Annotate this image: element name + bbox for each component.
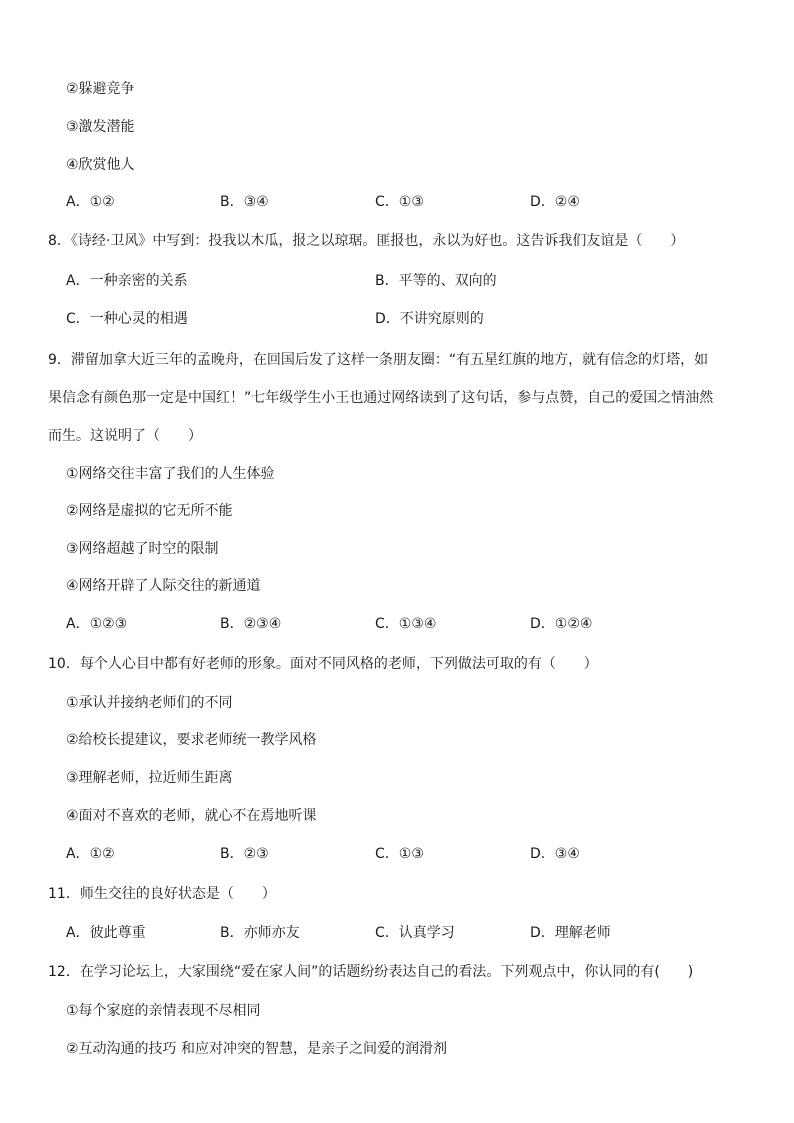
q7-item-2: ②躲避竞争 (66, 81, 135, 97)
q9-item-3: ③网络超越了时空的限制 (66, 541, 219, 557)
q8-option-d: D．不讲究原则的 (375, 311, 484, 327)
q11-option-a: A．彼此尊重 (66, 925, 146, 941)
q8-option-a: A．一种亲密的关系 (66, 273, 188, 289)
q9-option-c: C．①③④ (375, 616, 437, 632)
q7-item-3: ③激发潜能 (66, 119, 135, 135)
q7-option-d: D．②④ (530, 194, 580, 210)
q7-option-b: B．③④ (220, 194, 269, 210)
q12-item-1: ①每个家庭的亲情表现不尽相同 (66, 1003, 261, 1019)
q7-option-a: A．①② (66, 194, 115, 210)
q9-item-1: ①网络交往丰富了我们的人生体验 (66, 466, 275, 482)
q7-item-4: ④欣赏他人 (66, 157, 135, 173)
q9-stem-line-2: 果信念有颜色那一定是中国红！”七年级学生小王也通过网络读到了这句话，参与点赞，自己的爱国之情油然 (48, 390, 714, 406)
q10-item-4: ④面对不喜欢的老师，就心不在焉地听课 (66, 808, 317, 824)
q11-stem: 11．师生交往的良好状态是（ ） (48, 886, 276, 902)
q11-option-d: D．理解老师 (530, 925, 611, 941)
q9-item-4: ④网络开辟了人际交往的新通道 (66, 578, 261, 594)
q10-item-3: ③理解老师，拉近师生距离 (66, 770, 233, 786)
q9-option-a: A．①②③ (66, 616, 128, 632)
q10-item-2: ②给校长提建议，要求老师统一教学风格 (66, 732, 317, 748)
q9-stem-line-1: 9．滞留加拿大近三年的孟晚舟，在回国后发了这样一条朋友圈：“有五星红旗的地方，就有信念的灯塔，如 (48, 352, 709, 368)
q8-option-b: B．平等的、双向的 (375, 273, 497, 289)
q8-stem: 8．《诗经·卫风》中写到：投我以木瓜，报之以琼琚。匪报也，永以为好也。这告诉我们友谊是（ ） (48, 233, 685, 249)
q9-option-d: D．①②④ (530, 616, 593, 632)
q9-stem-line-3: 而生。这说明了（ ） (48, 428, 202, 444)
q9-option-b: B．②③④ (220, 616, 282, 632)
q11-option-b: B．亦师亦友 (220, 925, 300, 941)
q10-option-c: C．①③ (375, 846, 424, 862)
q10-option-b: B．②③ (220, 846, 269, 862)
q8-option-c: C．一种心灵的相遇 (66, 311, 188, 327)
q12-stem: 12．在学习论坛上，大家围绕“爱在家人间”的话题纷纷表达自己的看法。下列观点中，你认同的有( ) (48, 964, 694, 980)
q10-option-a: A．①② (66, 846, 115, 862)
q11-option-c: C．认真学习 (375, 925, 455, 941)
q7-option-c: C．①③ (375, 194, 424, 210)
q10-option-d: D．③④ (530, 846, 580, 862)
q10-stem: 10．每个人心目中都有好老师的形象。面对不同风格的老师，下列做法可取的有（ ） (48, 656, 598, 672)
q10-item-1: ①承认并接纳老师们的不同 (66, 695, 233, 711)
q9-item-2: ②网络是虚拟的它无所不能 (66, 503, 233, 519)
q12-item-2: ②互动沟通的技巧 和应对冲突的智慧，是亲子之间爱的润滑剂 (66, 1041, 447, 1057)
